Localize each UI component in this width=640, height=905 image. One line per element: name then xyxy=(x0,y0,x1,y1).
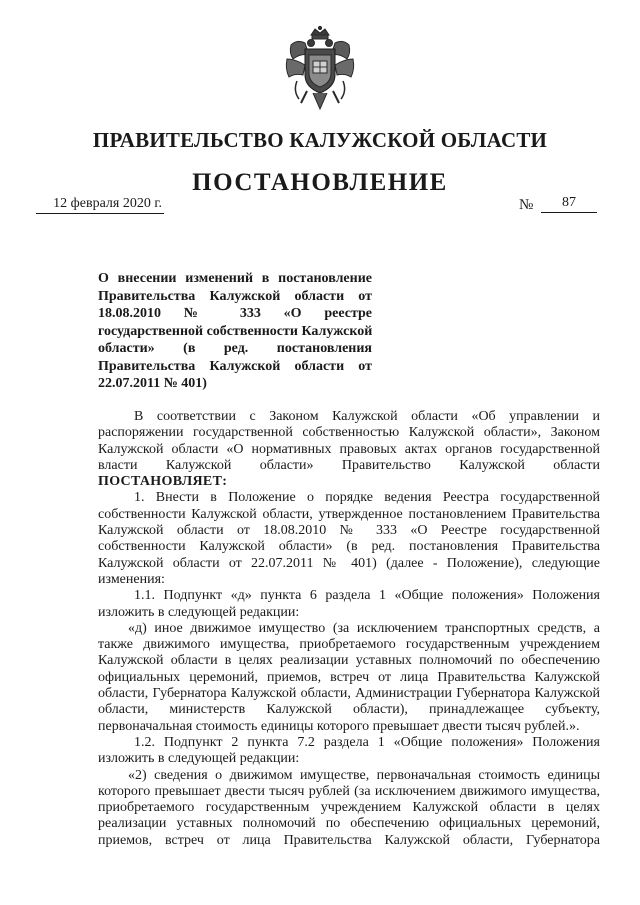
text-line: изложить в следующей редакции: xyxy=(98,604,300,620)
subject-line: Правительства Калужской области от xyxy=(98,288,372,304)
text-line: области, министерств Калужской области), принадлежащее субъекту, xyxy=(98,702,600,718)
document-number: 87 xyxy=(541,194,597,213)
text-line: приемов, встреч от лица Правительства Калужской области, Губернатора xyxy=(98,832,600,848)
text-line: изменения: xyxy=(98,571,165,587)
paragraph-1-1 xyxy=(98,588,600,621)
paragraph-1-2-quote xyxy=(98,768,600,849)
document-body xyxy=(98,409,600,849)
text-line: Калужской области от 22.07.2011 № 401) (далее - Положение), следующие xyxy=(98,555,600,571)
text-line: власти Калужской области» Правительство Калужской области xyxy=(98,457,600,473)
text-line: изложить в следующей редакции: xyxy=(98,751,300,767)
text-line: В соответствии с Законом Калужской области «Об управлении и xyxy=(134,409,600,424)
text-line: Калужской области от 18.08.2010 № 333 «О Реестре государственной xyxy=(98,523,600,539)
text-line: области, Губернатора Калужской области, Администрации Губернатора Калужской xyxy=(98,686,600,702)
text-line: «2) сведения о движимом имуществе, первоначальная стоимость единицы xyxy=(128,767,600,783)
preamble-paragraph xyxy=(98,409,600,490)
subject-line: 22.07.2011 № 401) xyxy=(98,376,207,391)
text-line: официальных церемоний, приемов, встреч от лица Правительства Калужской xyxy=(98,669,600,685)
government-title: ПРАВИТЕЛЬСТВО КАЛУЖСКОЙ ОБЛАСТИ xyxy=(92,128,548,152)
text-line: реализации уставных полномочий по обеспечению официальных церемоний, xyxy=(98,816,600,832)
subject-line: О внесении изменений в постановление xyxy=(98,271,372,286)
document-date: 12 февраля 2020 г. xyxy=(36,195,164,214)
subject-line: области» (в ред. постановления xyxy=(98,341,372,356)
document-subject xyxy=(98,270,372,393)
text-line: 1. Внести в Положение о порядке ведения Реестра государственной xyxy=(134,490,600,506)
text-line: собственности Калужской области» (в ред. постановления Правительства xyxy=(98,539,600,555)
text-line: 1.1. Подпункт «д» пункта 6 раздела 1 «Общие положения» Положения xyxy=(134,588,600,604)
text-line: собственности Калужской области, утвержденное постановлением Правительства xyxy=(98,506,600,522)
text-line: также движимого имущества, приобретаемого государственным учреждением xyxy=(98,637,600,653)
text-line: «д) иное движимое имущество (за исключением транспортных средств, а xyxy=(128,620,600,636)
text-line: распоряжении государственной собственностью Калужской области», Законом xyxy=(98,425,600,441)
text-line: Калужской области «О нормативных правовых актах органов государственной xyxy=(98,441,600,457)
text-line: Калужской области в целях реализации уставных полномочий по обеспечению xyxy=(98,653,600,669)
document-number-label: № xyxy=(519,197,534,213)
document-type-title: ПОСТАНОВЛЕНИЕ xyxy=(192,169,448,196)
subject-line: Правительства Калужской области от xyxy=(98,358,372,374)
text-line: первоначальная стоимость единицы которого превышает двести тысяч рублей.». xyxy=(98,718,580,734)
subject-line: 18.08.2010 № 333 «О реестре xyxy=(98,306,372,321)
text-line: которого превышает двести тысяч рублей (за исключением движимого имущества, xyxy=(98,783,600,799)
text-line: приобретаемого государственным учреждением Калужской области в целях xyxy=(98,800,600,816)
paragraph-1-1-quote xyxy=(98,621,600,735)
subject-line: государственной собственности Калужской xyxy=(98,323,373,339)
resolves-heading: ПОСТАНОВЛЯЕТ: xyxy=(98,474,228,490)
coat-of-arms-icon xyxy=(283,25,357,113)
paragraph-1-2 xyxy=(98,735,600,768)
text-line: 1.2. Подпункт 2 пункта 7.2 раздела 1 «Общие положения» Положения xyxy=(134,734,600,750)
paragraph-1 xyxy=(98,490,600,588)
